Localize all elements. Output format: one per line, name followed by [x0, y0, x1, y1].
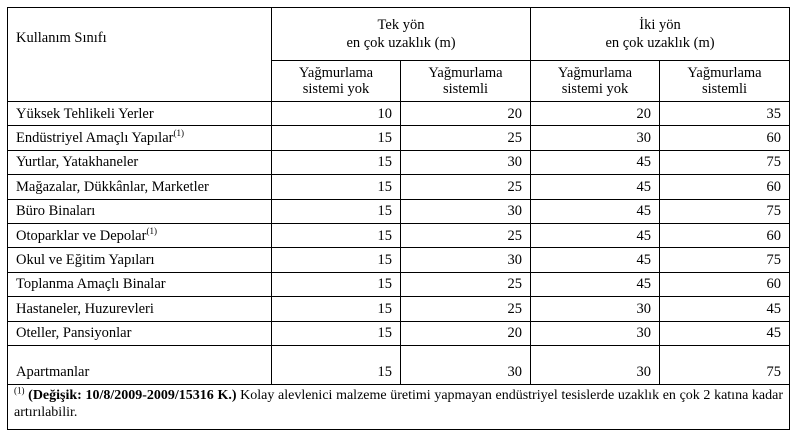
distance-value: 60	[660, 272, 790, 296]
subheader-two-way-no-sprinkler	[531, 61, 660, 102]
usage-class-cell	[8, 272, 272, 296]
distance-value: 45	[531, 199, 660, 223]
distance-value: 15	[272, 248, 401, 272]
distance-value: 15	[272, 321, 401, 345]
distance-value: 25	[401, 126, 531, 150]
distance-value: 30	[531, 321, 660, 345]
table-row	[8, 150, 790, 174]
table-row	[8, 175, 790, 199]
subheader-line2: sistemli	[701, 81, 748, 97]
table-row	[8, 102, 790, 126]
usage-class-cell	[8, 150, 272, 174]
distance-value: 45	[531, 150, 660, 174]
usage-class-cell	[8, 175, 272, 199]
table-row	[8, 272, 790, 296]
distance-value: 45	[531, 248, 660, 272]
one-way-group-header	[272, 8, 531, 61]
subheader-line1: Yağmurlama	[298, 65, 374, 81]
group-line1: Tek yön	[377, 17, 425, 33]
distance-value: 15	[272, 126, 401, 150]
distance-value: 45	[531, 175, 660, 199]
distance-value: 45	[531, 223, 660, 247]
table-row	[8, 321, 790, 345]
distance-value: 15	[272, 297, 401, 321]
distance-value: 30	[531, 297, 660, 321]
subheader-one-way-sprinkler	[401, 61, 531, 102]
distance-value: 20	[531, 102, 660, 126]
distance-value: 45	[660, 297, 790, 321]
distance-value: 15	[272, 223, 401, 247]
usage-class-name: Okul ve Eğitim Yapıları	[16, 252, 155, 269]
subheader-line2: sistemli	[442, 81, 489, 97]
distance-value: 75	[660, 150, 790, 174]
usage-class-name: Toplanma Amaçlı Binalar	[16, 276, 166, 293]
distance-value: 20	[401, 321, 531, 345]
usage-class-name: Oteller, Pansiyonlar	[16, 325, 132, 342]
usage-class-cell	[8, 297, 272, 321]
usage-class-cell	[8, 223, 272, 247]
distance-value: 15	[272, 150, 401, 174]
distance-value: 30	[401, 199, 531, 223]
distance-value: 60	[660, 126, 790, 150]
group-line2: en çok uzaklık (m)	[346, 35, 456, 51]
distance-value: 75	[660, 248, 790, 272]
distance-value: 25	[401, 223, 531, 247]
distance-value: 25	[401, 175, 531, 199]
distance-value: 45	[531, 272, 660, 296]
distance-value: 30	[401, 345, 531, 384]
subheader-two-way-sprinkler	[660, 61, 790, 102]
distance-value: 30	[531, 126, 660, 150]
usage-class-name: Yurtlar, Yatakhaneler	[16, 154, 139, 171]
table-row	[8, 126, 790, 150]
usage-class-cell	[8, 248, 272, 272]
usage-class-name: Otoparklar ve Depolar	[16, 227, 147, 244]
distance-value: 60	[660, 223, 790, 247]
table-row	[8, 297, 790, 321]
usage-class-cell	[8, 345, 272, 384]
distance-value: 15	[272, 345, 401, 384]
distance-value: 45	[660, 321, 790, 345]
footnote-text: Kolay alevlenici malzeme üretimi yapmayan endüstriyel tesislerde uzaklık en çok 2 katına kadar artırılabilir.	[14, 387, 784, 420]
distance-value: 75	[660, 345, 790, 384]
footnote-mark: (1)	[14, 385, 25, 396]
subheader-line1: Yağmurlama	[557, 65, 633, 81]
group-line2: en çok uzaklık (m)	[605, 35, 715, 51]
escape-distance-table	[7, 7, 790, 430]
usage-class-name: Endüstriyel Amaçlı Yapılar	[16, 130, 174, 147]
distance-value: 30	[401, 150, 531, 174]
distance-value: 60	[660, 175, 790, 199]
usage-class-cell	[8, 126, 272, 150]
distance-value: 35	[660, 102, 790, 126]
usage-class-name: Hastaneler, Huzurevleri	[16, 300, 154, 317]
footnote	[8, 384, 790, 429]
usage-class-name: Apartmanlar	[16, 363, 90, 380]
table-row	[8, 223, 790, 247]
subheader-one-way-no-sprinkler	[272, 61, 401, 102]
distance-value: 30	[531, 345, 660, 384]
usage-class-cell	[8, 199, 272, 223]
footnote-marker: (1)	[173, 128, 184, 139]
distance-value: 15	[272, 199, 401, 223]
table-row	[8, 345, 790, 384]
subheader-line2: sistemi yok	[561, 81, 629, 97]
distance-value: 25	[401, 272, 531, 296]
distance-value: 75	[660, 199, 790, 223]
usage-class-name: Yüksek Tehlikeli Yerler	[16, 105, 154, 122]
distance-value: 15	[272, 175, 401, 199]
subheader-line2: sistemi yok	[302, 81, 370, 97]
group-line1: İki yön	[639, 17, 681, 33]
usage-class-header: Kullanım Sınıfı	[8, 8, 272, 102]
two-way-group-header	[531, 8, 790, 61]
distance-value: 30	[401, 248, 531, 272]
usage-class-cell	[8, 102, 272, 126]
distance-value: 20	[401, 102, 531, 126]
distance-value: 10	[272, 102, 401, 126]
subheader-line1: Yağmurlama	[687, 65, 762, 81]
header-row-groups	[8, 8, 790, 61]
distance-value: 25	[401, 297, 531, 321]
subheader-line1: Yağmurlama	[428, 65, 503, 81]
footnote-marker: (1)	[146, 225, 157, 236]
table-row	[8, 199, 790, 223]
distance-value: 15	[272, 272, 401, 296]
usage-class-name: Mağazalar, Dükkânlar, Marketler	[16, 178, 209, 195]
amendment-reference: (Değişik: 10/8/2009-2009/15316 K.)	[28, 387, 237, 403]
table-row	[8, 248, 790, 272]
footnote-row	[8, 384, 790, 429]
usage-class-cell	[8, 321, 272, 345]
usage-class-name: Büro Binaları	[16, 203, 96, 220]
